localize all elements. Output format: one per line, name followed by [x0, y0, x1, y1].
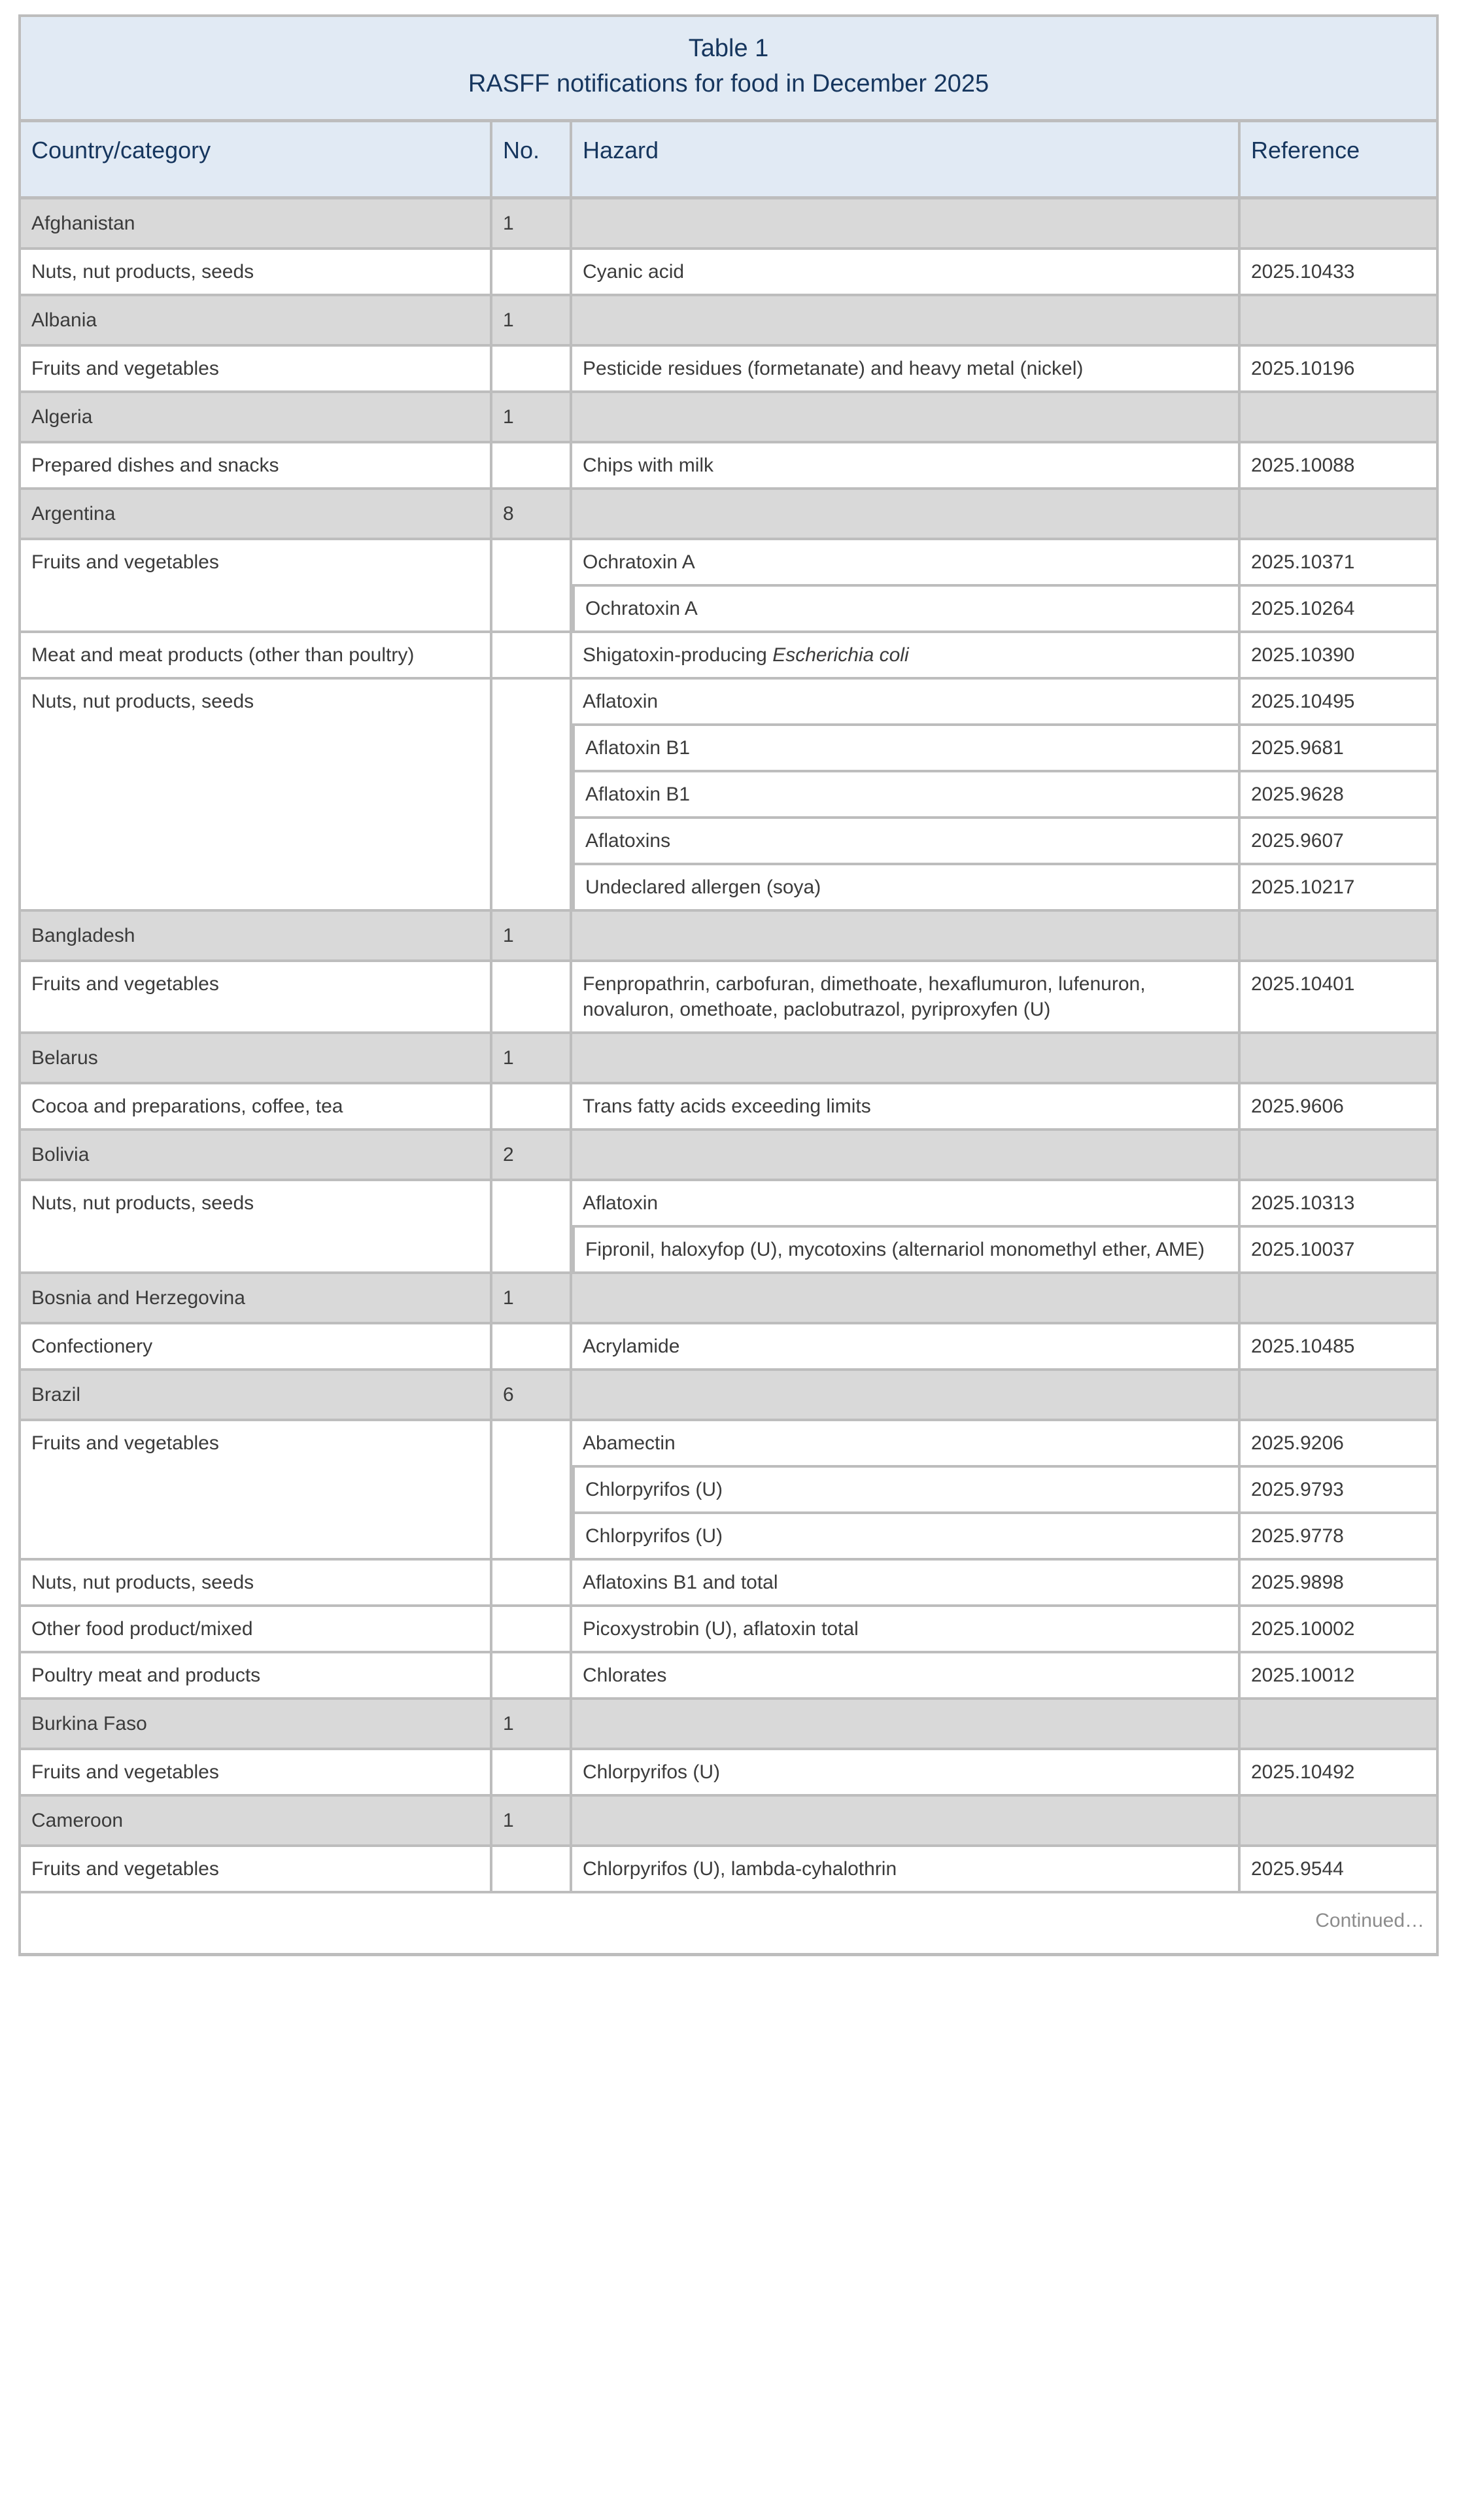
hazard-cell: Chlorpyrifos (U) — [572, 1750, 1241, 1797]
column-header-reference: Reference — [1241, 122, 1439, 199]
reference-cell: 2025.9898 — [1241, 1561, 1439, 1607]
country-name-cell: Bolivia — [18, 1131, 492, 1181]
hazard-cell: Pesticide residues (formetanate) and heavy metal (nickel) — [572, 347, 1241, 393]
table-row — [18, 540, 1439, 587]
country-reference-spacer-cell — [1241, 1797, 1439, 1847]
country-reference-spacer-cell — [1241, 1700, 1439, 1750]
reference-cell: 2025.10433 — [1241, 250, 1439, 296]
country-count-cell: 8 — [492, 490, 572, 540]
country-count-cell: 1 — [492, 1797, 572, 1847]
country-name-cell: Bosnia and Herzegovina — [18, 1274, 492, 1324]
hazard-cell: Chlorpyrifos (U), lambda-cyhalothrin — [572, 1847, 1241, 1893]
reference-cell: 2025.10012 — [1241, 1653, 1439, 1700]
hazard-cell: Acrylamide — [572, 1324, 1241, 1371]
table-row — [18, 1607, 1439, 1653]
reference-cell: 2025.10495 — [1241, 680, 1439, 726]
hazard-species-name: Escherichia coli — [772, 644, 909, 666]
country-group-row — [18, 912, 1439, 962]
country-group-row — [18, 490, 1439, 540]
category-count-cell — [492, 443, 572, 490]
category-cell: Meat and meat products (other than poultry) — [18, 633, 492, 680]
table-row — [18, 1561, 1439, 1607]
category-count-cell — [492, 680, 572, 912]
table-row — [18, 962, 1439, 1034]
category-cell: Cocoa and preparations, coffee, tea — [18, 1084, 492, 1131]
country-name-cell: Algeria — [18, 393, 492, 443]
category-cell: Fruits and vegetables — [18, 540, 492, 633]
hazard-cell: Abamectin — [572, 1421, 1241, 1468]
hazard-cell: Shigatoxin-producing Escherichia coli — [572, 633, 1241, 680]
country-group-row — [18, 199, 1439, 250]
rasff-table-container — [18, 14, 1439, 1956]
category-count-cell — [492, 1750, 572, 1797]
category-count-cell — [492, 962, 572, 1034]
hazard-cell: Aflatoxins B1 and total — [572, 1561, 1241, 1607]
country-count-cell: 6 — [492, 1371, 572, 1421]
hazard-cell: Chlorates — [572, 1653, 1241, 1700]
country-count-cell: 1 — [492, 1274, 572, 1324]
reference-cell: 2025.10196 — [1241, 347, 1439, 393]
reference-cell: 2025.9607 — [1241, 819, 1439, 865]
category-cell: Nuts, nut products, seeds — [18, 680, 492, 912]
country-group-row — [18, 1797, 1439, 1847]
table-row — [18, 347, 1439, 393]
table-row — [18, 443, 1439, 490]
column-header-hazard: Hazard — [572, 122, 1241, 199]
category-cell: Poultry meat and products — [18, 1653, 492, 1700]
hazard-cell: Ochratoxin A — [572, 587, 1241, 633]
country-name-cell: Brazil — [18, 1371, 492, 1421]
country-reference-spacer-cell — [1241, 199, 1439, 250]
rasff-notifications-table — [18, 14, 1439, 1956]
table-row — [18, 1847, 1439, 1893]
country-name-cell: Bangladesh — [18, 912, 492, 962]
category-count-cell — [492, 1084, 572, 1131]
hazard-cell: Picoxystrobin (U), aflatoxin total — [572, 1607, 1241, 1653]
country-reference-spacer-cell — [1241, 1274, 1439, 1324]
reference-cell: 2025.9206 — [1241, 1421, 1439, 1468]
country-count-cell: 1 — [492, 296, 572, 347]
hazard-cell: Cyanic acid — [572, 250, 1241, 296]
table-row — [18, 1324, 1439, 1371]
category-count-cell — [492, 540, 572, 633]
country-hazard-spacer-cell — [572, 1797, 1241, 1847]
country-name-cell: Afghanistan — [18, 199, 492, 250]
category-cell: Nuts, nut products, seeds — [18, 250, 492, 296]
country-group-row — [18, 1131, 1439, 1181]
category-count-cell — [492, 1847, 572, 1893]
country-count-cell: 2 — [492, 1131, 572, 1181]
reference-cell: 2025.10401 — [1241, 962, 1439, 1034]
category-count-cell — [492, 1181, 572, 1274]
continued-note: Continued… — [18, 1893, 1439, 1956]
country-count-cell: 1 — [492, 393, 572, 443]
country-count-cell: 1 — [492, 912, 572, 962]
hazard-cell: Chlorpyrifos (U) — [572, 1468, 1241, 1514]
table-row — [18, 1750, 1439, 1797]
country-count-cell: 1 — [492, 199, 572, 250]
category-count-cell — [492, 1561, 572, 1607]
category-cell: Nuts, nut products, seeds — [18, 1561, 492, 1607]
table-row — [18, 633, 1439, 680]
category-cell: Fruits and vegetables — [18, 962, 492, 1034]
table-number-label: Table 1 — [688, 35, 769, 62]
reference-cell: 2025.9628 — [1241, 772, 1439, 819]
hazard-cell: Aflatoxin B1 — [572, 726, 1241, 772]
table-title-row — [18, 14, 1439, 122]
country-group-row — [18, 1274, 1439, 1324]
country-name-cell: Cameroon — [18, 1797, 492, 1847]
category-cell: Prepared dishes and snacks — [18, 443, 492, 490]
hazard-cell: Trans fatty acids exceeding limits — [572, 1084, 1241, 1131]
country-hazard-spacer-cell — [572, 912, 1241, 962]
country-count-cell: 1 — [492, 1034, 572, 1084]
hazard-cell: Undeclared allergen (soya) — [572, 865, 1241, 912]
reference-cell: 2025.10390 — [1241, 633, 1439, 680]
table-body — [18, 199, 1439, 1893]
country-group-row — [18, 296, 1439, 347]
category-count-cell — [492, 1653, 572, 1700]
category-cell: Nuts, nut products, seeds — [18, 1181, 492, 1274]
country-reference-spacer-cell — [1241, 912, 1439, 962]
country-hazard-spacer-cell — [572, 393, 1241, 443]
category-cell: Fruits and vegetables — [18, 1847, 492, 1893]
hazard-cell: Fipronil, haloxyfop (U), mycotoxins (alternariol monomethyl ether, AME) — [572, 1228, 1241, 1274]
country-hazard-spacer-cell — [572, 1371, 1241, 1421]
country-hazard-spacer-cell — [572, 1274, 1241, 1324]
category-count-cell — [492, 347, 572, 393]
country-hazard-spacer-cell — [572, 296, 1241, 347]
country-reference-spacer-cell — [1241, 490, 1439, 540]
country-group-row — [18, 1700, 1439, 1750]
reference-cell: 2025.10313 — [1241, 1181, 1439, 1228]
table-row — [18, 1181, 1439, 1228]
reference-cell: 2025.10002 — [1241, 1607, 1439, 1653]
category-cell: Confectionery — [18, 1324, 492, 1371]
country-group-row — [18, 393, 1439, 443]
category-cell: Fruits and vegetables — [18, 347, 492, 393]
category-cell: Fruits and vegetables — [18, 1421, 492, 1561]
table-row — [18, 1084, 1439, 1131]
hazard-cell: Fenpropathrin, carbofuran, dimethoate, hexaflumuron, lufenuron, novaluron, omethoate, paclobutrazol, pyriproxyfen (U) — [572, 962, 1241, 1034]
table-title-text: RASFF notifications for food in December 2025 — [468, 69, 989, 97]
country-hazard-spacer-cell — [572, 1131, 1241, 1181]
category-count-cell — [492, 1607, 572, 1653]
country-reference-spacer-cell — [1241, 1034, 1439, 1084]
country-group-row — [18, 1371, 1439, 1421]
category-count-cell — [492, 1324, 572, 1371]
country-hazard-spacer-cell — [572, 1034, 1241, 1084]
reference-cell: 2025.10088 — [1241, 443, 1439, 490]
hazard-cell: Aflatoxins — [572, 819, 1241, 865]
category-count-cell — [492, 1421, 572, 1561]
hazard-cell: Aflatoxin B1 — [572, 772, 1241, 819]
category-count-cell — [492, 250, 572, 296]
table-footer-row — [18, 1893, 1439, 1956]
reference-cell: 2025.9778 — [1241, 1514, 1439, 1561]
country-name-cell: Argentina — [18, 490, 492, 540]
country-reference-spacer-cell — [1241, 393, 1439, 443]
table-header-row — [18, 122, 1439, 199]
column-header-no: No. — [492, 122, 572, 199]
reference-cell: 2025.9606 — [1241, 1084, 1439, 1131]
reference-cell: 2025.10264 — [1241, 587, 1439, 633]
table-row — [18, 1421, 1439, 1468]
country-name-cell: Burkina Faso — [18, 1700, 492, 1750]
reference-cell: 2025.10037 — [1241, 1228, 1439, 1274]
category-count-cell — [492, 633, 572, 680]
reference-cell: 2025.9681 — [1241, 726, 1439, 772]
table-caption — [18, 14, 1439, 122]
country-hazard-spacer-cell — [572, 199, 1241, 250]
hazard-cell: Ochratoxin A — [572, 540, 1241, 587]
hazard-cell: Chips with milk — [572, 443, 1241, 490]
country-name-cell: Albania — [18, 296, 492, 347]
table-row — [18, 250, 1439, 296]
country-reference-spacer-cell — [1241, 1131, 1439, 1181]
table-row — [18, 1653, 1439, 1700]
country-hazard-spacer-cell — [572, 490, 1241, 540]
reference-cell: 2025.9793 — [1241, 1468, 1439, 1514]
hazard-cell: Aflatoxin — [572, 1181, 1241, 1228]
table-row — [18, 680, 1439, 726]
country-name-cell: Belarus — [18, 1034, 492, 1084]
country-reference-spacer-cell — [1241, 296, 1439, 347]
reference-cell: 2025.10217 — [1241, 865, 1439, 912]
reference-cell: 2025.10485 — [1241, 1324, 1439, 1371]
reference-cell: 2025.10492 — [1241, 1750, 1439, 1797]
category-cell: Fruits and vegetables — [18, 1750, 492, 1797]
country-reference-spacer-cell — [1241, 1371, 1439, 1421]
hazard-cell: Aflatoxin — [572, 680, 1241, 726]
country-hazard-spacer-cell — [572, 1700, 1241, 1750]
country-group-row — [18, 1034, 1439, 1084]
reference-cell: 2025.10371 — [1241, 540, 1439, 587]
hazard-cell: Chlorpyrifos (U) — [572, 1514, 1241, 1561]
column-header-country: Country/category — [18, 122, 492, 199]
category-cell: Other food product/mixed — [18, 1607, 492, 1653]
reference-cell: 2025.9544 — [1241, 1847, 1439, 1893]
country-count-cell: 1 — [492, 1700, 572, 1750]
